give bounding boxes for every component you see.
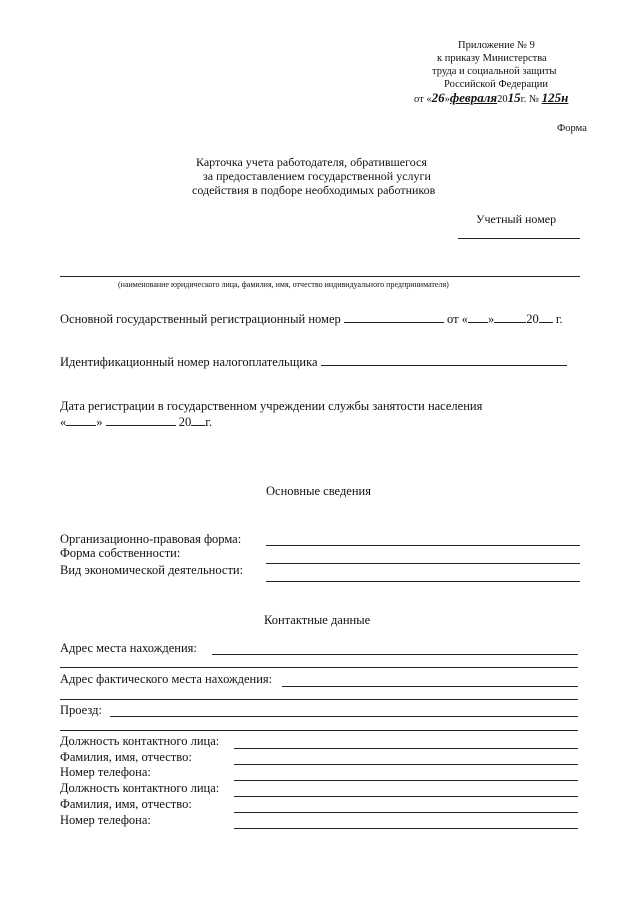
registration-month-field[interactable] (106, 413, 176, 426)
contact1-phone-label: Номер телефона: (60, 765, 151, 779)
registration-label: Дата регистрации в государственном учреждении службы занятости населения (60, 399, 483, 413)
actual-address-field-2[interactable] (60, 699, 578, 700)
legal-form-label: Организационно-правовая форма: (60, 532, 242, 546)
contacts-section-heading: Контактные данные (264, 613, 371, 627)
inn-label: Идентификационный номер налогоплательщика (60, 355, 318, 369)
date-year: 15 (507, 90, 521, 105)
order-number: 125н (541, 90, 569, 105)
registration-day-field[interactable] (66, 413, 96, 426)
ogrn-quote-close: » (487, 312, 495, 326)
actual-address-label: Адрес фактического места нахождения: (60, 672, 273, 686)
activity-field[interactable] (266, 581, 580, 582)
registration-year-field[interactable] (191, 413, 205, 426)
date-prefix: от « (414, 94, 432, 105)
ogrn-month-field[interactable] (494, 310, 526, 323)
appendix-number: Приложение № 9 (458, 40, 535, 51)
actual-address-field[interactable] (282, 686, 578, 687)
ogrn-row (60, 310, 563, 327)
registration-year-suffix: г. (205, 415, 213, 429)
appendix-ministry-2: Российской Федерации (444, 79, 548, 90)
legal-form-field[interactable] (266, 545, 580, 546)
date-day: 26 (431, 90, 445, 105)
date-mid: » (444, 94, 450, 105)
activity-label: Вид экономической деятельности: (60, 563, 244, 577)
ogrn-label: Основной государственный регистрационный номер (60, 312, 341, 326)
contact1-name-label: Фамилия, имя, отчество: (60, 750, 192, 764)
account-number-field[interactable] (458, 238, 580, 239)
registration-year-prefix: 20 (178, 415, 192, 429)
date-year-prefix: 20 (497, 94, 508, 105)
location-address-field-2[interactable] (60, 667, 578, 668)
contact2-name-label: Фамилия, имя, отчество: (60, 797, 192, 811)
date-suffix: г. № (520, 94, 539, 105)
ogrn-year-prefix: 20 (526, 312, 539, 326)
contact1-position-label: Должность контактного лица: (60, 734, 220, 748)
contact1-position-field[interactable] (234, 748, 578, 749)
ownership-field[interactable] (266, 563, 580, 564)
appendix-ministry-1: труда и социальной защиты (432, 66, 557, 77)
contact2-phone-label: Номер телефона: (60, 813, 151, 827)
ogrn-year-suffix: г. (555, 312, 563, 326)
title-line-2: за предоставлением государственной услуги (203, 169, 431, 183)
registration-quote-close: » (96, 415, 103, 429)
contact2-position-label: Должность контактного лица: (60, 781, 220, 795)
basic-section-heading: Основные сведения (266, 484, 371, 498)
title-line-3: содействия в подборе необходимых работников (192, 183, 436, 197)
ogrn-from: от « (447, 312, 468, 326)
employer-name-field[interactable] (60, 276, 580, 277)
ogrn-day-field[interactable] (468, 310, 488, 323)
contact2-position-field[interactable] (234, 796, 578, 797)
employer-name-caption: (наименование юридического лица, фамилия, имя, отчество индивидуального предпринимателя) (118, 280, 449, 289)
ownership-label: Форма собственности: (60, 546, 181, 560)
directions-field-2[interactable] (60, 730, 578, 731)
ogrn-year-field[interactable] (539, 310, 553, 323)
date-month: февраля (449, 90, 498, 105)
form-label: Форма (557, 123, 587, 134)
contact1-phone-field[interactable] (234, 780, 578, 781)
contact1-name-field[interactable] (234, 764, 578, 765)
appendix-order-ref: к приказу Министерства (437, 53, 547, 64)
directions-field[interactable] (110, 716, 578, 717)
ogrn-field[interactable] (344, 310, 444, 323)
directions-label: Проезд: (60, 703, 102, 717)
location-address-label: Адрес места нахождения: (60, 641, 197, 655)
location-address-field[interactable] (212, 654, 578, 655)
registration-quote-open: « (60, 415, 67, 429)
inn-row (60, 353, 567, 370)
inn-field[interactable] (321, 353, 567, 366)
contact2-phone-field[interactable] (234, 828, 578, 829)
title-line-1: Карточка учета работодателя, обратившегося (196, 155, 427, 169)
registration-date-row (60, 413, 212, 430)
contact2-name-field[interactable] (234, 812, 578, 813)
appendix-date-line (414, 90, 568, 106)
account-number-label: Учетный номер (476, 212, 557, 226)
